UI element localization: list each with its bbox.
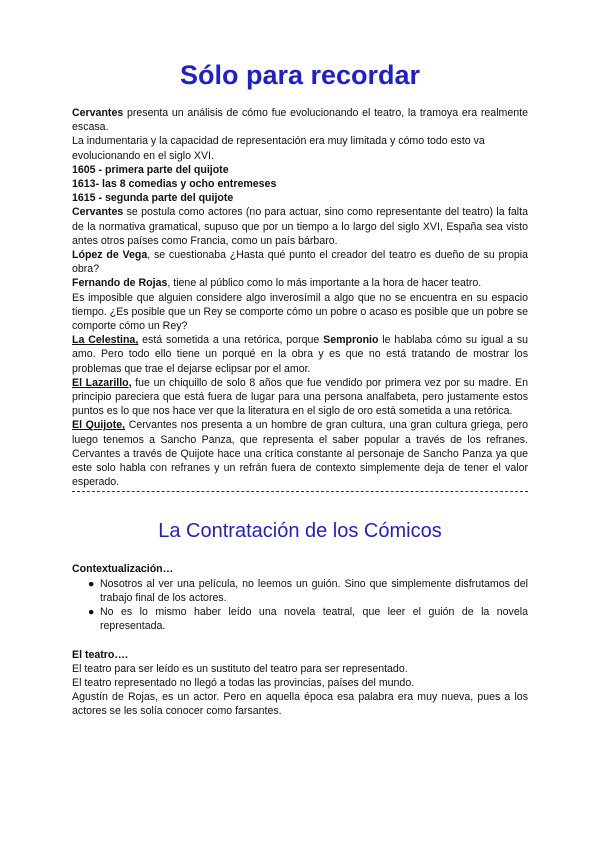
- paragraph-fernando-de-rojas: [72, 276, 528, 290]
- paragraph-cervantes-actores: [72, 205, 528, 248]
- paragraph-lazarillo: [72, 376, 528, 419]
- heading-contextualizacion: Contextualización…: [72, 563, 174, 576]
- paragraph-text: , se cuestionaba ¿Hasta qué punto el creador del teatro es dueño de su propia obra?: [72, 249, 528, 276]
- bold-name: Cervantes: [72, 107, 124, 119]
- paragraph-indumentaria: La indumentaria y la capacidad de representación era muy limitada y cómo todo esto va evolucionando en el siglo XVI.: [72, 135, 485, 162]
- bold-name: Sempronio: [323, 334, 379, 347]
- paragraph-text: fue un chiquillo de solo 8 años que fue vendido por primera vez por su madre. En principio pareciera que está fuera de lugar para una persona analfabeta, pero justamente estos puntos es lo que nos hace ver que la literatura en el siglo de oro está sometida a una retórica.: [72, 376, 528, 418]
- paragraph-text: presenta un análisis de cómo fue evolucionando el teatro, la tramoya era realmente escasa.: [72, 107, 528, 134]
- list-item: [72, 605, 528, 633]
- bold-name: López de Vega: [72, 249, 148, 262]
- heading-el-teatro: El teatro….: [72, 648, 128, 661]
- paragraph-text: está sometida a una retórica, porque: [138, 334, 324, 347]
- paragraph-text: Cervantes nos presenta a un hombre de gran cultura, una gran cultura griega, pero luego tenemos a Sancho Panza, que representa el saber popular a través de los refranes. Cervantes a través de Quijote hace una crítica constante al personaje de Sancho Panza ya que este solo habla con refranes y un refrán fuera de contexto simplemente deja de tener el valor esperado.: [72, 419, 529, 489]
- date-item-1605: 1605 - primera parte del quijote: [72, 163, 229, 176]
- page-title: Sólo para recordar: [179, 60, 421, 90]
- list-item-text: No es lo mismo haber leído una novela teatral, que leer el guión de la novela representada.: [100, 606, 528, 633]
- paragraph-cervantes-intro: [72, 106, 528, 134]
- bullet-dot-icon: ●: [88, 577, 95, 590]
- teatro-line-1: El teatro para ser leído es un sustituto del teatro para ser representado.: [72, 662, 408, 675]
- teatro-line-2: El teatro representado no llegó a todas las provincias, países del mundo.: [72, 676, 415, 689]
- section-title: La Contratación de los Cómicos: [158, 520, 442, 543]
- bold-name: Cervantes: [72, 206, 124, 219]
- paragraph-text: le hablaba cómo su igual a su amo. Pero todo ello tiene un porqué en la obra y es que no está tratando de mostrar los problemas que trae el dejarse eclipsar por el amor.: [72, 334, 529, 375]
- paragraph-text: , tiene al público como lo más importante a la hora de hacer teatro.: [167, 277, 482, 290]
- work-title-quijote: El Quijote,: [72, 419, 126, 432]
- list-item-text: Nosotros al ver una película, no leemos un guión. Sino que simplemente disfrutamos del trabajo final de los actores.: [100, 577, 528, 604]
- section-divider: [72, 491, 528, 492]
- date-item-1613: 1613- las 8 comedias y ocho entremeses: [72, 178, 277, 191]
- bullet-list: [72, 577, 528, 634]
- list-item: [72, 577, 528, 605]
- work-title-lazarillo: El Lazarillo,: [72, 376, 132, 389]
- work-title-celestina: La Celestina,: [72, 334, 139, 347]
- paragraph-celestina: [72, 333, 528, 376]
- paragraph-quijote: [72, 418, 528, 489]
- bold-name: Fernando de Rojas: [72, 277, 168, 290]
- paragraph-inverosimil: Es imposible que alguien considere algo inverosímil a algo que no se encuentra en su espacio tiempo. ¿Es posible que un Rey se comporte cómo un pobre o acaso es posible que un pobre se comporte cómo un Rey?: [72, 291, 528, 333]
- paragraph-text: se postula como actores (no para actuar, sino como representante del teatro) la falta de la normativa gramatical, supuso que por un tiempo a lo largo del siglo XVI, España sea visto antes otros países como Francia, como un país bárbaro.: [72, 206, 528, 247]
- document-page: [72, 58, 528, 719]
- teatro-line-3: Agustín de Rojas, es un actor. Pero en aquella época esa palabra era muy nueva, pues a los actores se les solía conocer como farsantes.: [72, 691, 528, 718]
- bullet-dot-icon: ●: [88, 606, 95, 619]
- paragraph-lopez-de-vega: [72, 248, 528, 276]
- date-item-1615: 1615 - segunda parte del quijote: [72, 192, 234, 205]
